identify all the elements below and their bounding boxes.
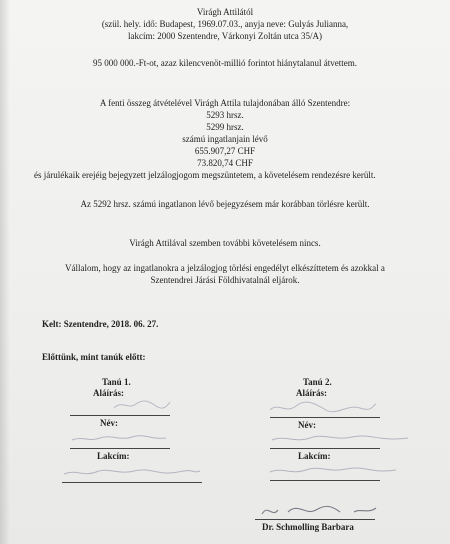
debtor-address: lakcím: 2000 Szentendre, Várkonyi Zoltán utca 35/A) — [127, 31, 323, 41]
witness-2-name-line — [270, 448, 380, 449]
witness-2-signature-scribble — [268, 400, 378, 416]
witness-1-signature-line — [70, 415, 170, 416]
ingatlan-line: számú ingatlanjain lévő — [182, 134, 268, 144]
undertaking-line-1: Vállalom, hogy az ingatlanokra a jelzálogjog törlési engedélyt elkészíttetem és azokkal a — [65, 263, 385, 273]
witness-2-name-label: Név: — [298, 420, 316, 430]
date-line: Kelt: Szentendre, 2018. 06. 27. — [42, 319, 159, 329]
witness-1-address-line — [62, 482, 202, 483]
witness-1-address-scribble — [62, 466, 202, 480]
signatory-line — [255, 519, 375, 520]
chf-amount-2: 73.820,74 CHF — [197, 158, 253, 168]
lien-release-statement: és járulékaik erejéig bejegyzett jelzálogjogom megszüntetem, a követelésem rendezésre került. — [34, 170, 376, 180]
property-intro: A fenti összeg átvételével Virágh Attila tulajdonában álló Szentendre: — [99, 98, 351, 108]
witness-1-name-label: Név: — [100, 418, 118, 428]
amount-received-line: 95 000 000.-Ft-ot, azaz kilencvenöt-millió forintot hiánytalanul átvettem. — [93, 58, 357, 68]
witness-1-signature-label: Aláírás: — [93, 388, 124, 398]
chf-amount-1: 655.907,27 CHF — [194, 146, 256, 156]
hrsz-1: 5293 hrsz. — [206, 110, 244, 120]
witness-1-name-scribble — [70, 432, 170, 446]
hrsz-2: 5299 hrsz. — [206, 122, 244, 132]
witness-1-address-label: Lakcím: — [97, 451, 130, 461]
witness-2-title: Tanú 2. — [303, 377, 332, 387]
deleted-note: Az 5292 hrsz. számú ingatlanon lévő bejegyzésem már korábban törlésre került. — [80, 199, 370, 209]
witness-1-name-line — [70, 448, 170, 449]
document-title: Virágh Attilától — [196, 7, 254, 17]
witness-intro: Előttünk, mint tanúk előtt: — [42, 352, 146, 362]
witness-2-signature-label: Aláírás: — [296, 388, 327, 398]
witness-2-address-line — [270, 480, 380, 481]
witness-2-signature-line — [270, 417, 380, 418]
witness-1-signature-scribble — [112, 398, 172, 412]
no-claims-line: Virágh Attilával szemben további követelésem nincs. — [129, 238, 321, 248]
signatory-name: Dr. Schmolling Barbara — [262, 522, 354, 532]
witness-1-title: Tanú 1. — [102, 377, 131, 387]
debtor-details: (szül. hely. idő: Budapest, 1969.07.03., anyja neve: Gulyás Julianna, — [101, 19, 349, 29]
undertaking-line-2: Szentendrei Járási Földhivatalnál eljárok. — [150, 275, 300, 285]
witness-2-address-scribble — [268, 464, 398, 478]
witness-2-address-label: Lakcím: — [298, 451, 331, 461]
witness-2-name-scribble — [270, 432, 410, 446]
